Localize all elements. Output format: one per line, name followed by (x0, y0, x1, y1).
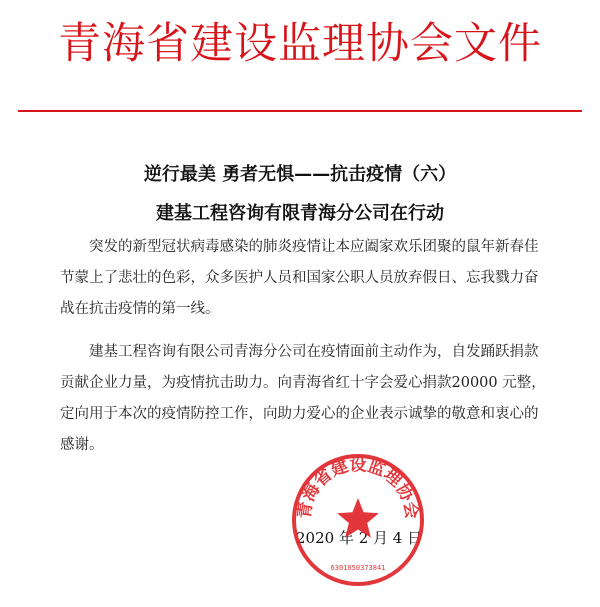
subtitle-line-1: 逆行最美 勇者无惧——抗击疫情（六） (143, 164, 457, 185)
header-divider (18, 110, 582, 112)
document-date: 2020 年 2 月 4 日 (296, 529, 423, 547)
paragraph-1: 突发的新型冠状病毒感染的肺炎疫情让本应阖家欢乐团聚的鼠年新春佳节蒙上了悲壮的色彩，众多医护人员和国家公职人员放弃假日、忘我戮力奋战在抗击疫情的第一线。 (60, 239, 539, 317)
seal-number: 6301050373841 (330, 564, 386, 572)
seal-arc-text: 青海省建设监理协会 (294, 455, 422, 521)
seal-star-icon (337, 498, 379, 538)
subtitle-line-2: 建基工程咨询有限青海分公司在行动 (156, 203, 444, 224)
official-seal (290, 452, 426, 588)
header-title: 青海省建设监理协会文件 (58, 19, 542, 69)
paragraph-2: 建基工程咨询有限公司青海分公司在疫情面前主动作为，自发踊跃捐款贡献企业力量，为疫情抗击助力。向青海省红十字会爱心捐款20000 元整，定向用于本次的疫情防控工作，向助力爱心的企业表示诚挚的敬意和衷心的感谢。 (60, 344, 546, 453)
